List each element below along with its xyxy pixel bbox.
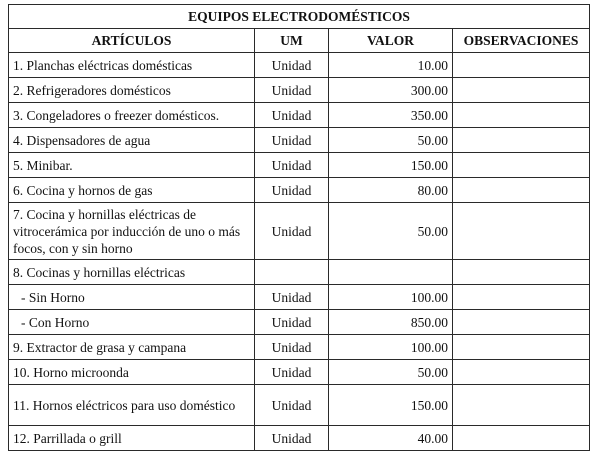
table-row xyxy=(9,285,590,310)
valor-cell: 150.00 xyxy=(329,153,453,178)
um-cell: Unidad xyxy=(255,178,329,203)
um-cell: Unidad xyxy=(255,426,329,451)
articulo-cell: 8. Cocinas y hornillas eléctricas xyxy=(9,260,255,285)
table-row xyxy=(9,335,590,360)
valor-cell: 150.00 xyxy=(329,385,453,426)
table-title: EQUIPOS ELECTRODOMÉSTICOS xyxy=(9,5,590,29)
valor-cell: 50.00 xyxy=(329,128,453,153)
articulo-cell: 7. Cocina y hornillas eléctricas de vitrocerámica por inducción de uno o más focos, con y sin horno xyxy=(9,203,255,260)
valor-cell: 80.00 xyxy=(329,178,453,203)
um-cell: Unidad xyxy=(255,153,329,178)
um-cell: Unidad xyxy=(255,385,329,426)
um-cell: Unidad xyxy=(255,53,329,78)
valor-cell: 40.00 xyxy=(329,426,453,451)
column-header-valor: VALOR xyxy=(329,29,453,53)
observaciones-cell xyxy=(453,285,590,310)
table-row xyxy=(9,103,590,128)
um-cell: Unidad xyxy=(255,360,329,385)
um-cell: Unidad xyxy=(255,78,329,103)
valor-cell: 100.00 xyxy=(329,285,453,310)
valor-cell: 50.00 xyxy=(329,360,453,385)
articulo-cell: 11. Hornos eléctricos para uso doméstico xyxy=(9,385,255,426)
column-header-articulos: ARTÍCULOS xyxy=(9,29,255,53)
table-row xyxy=(9,178,590,203)
valor-cell: 850.00 xyxy=(329,310,453,335)
articulo-cell: 9. Extractor de grasa y campana xyxy=(9,335,255,360)
table-row xyxy=(9,260,590,285)
um-cell: Unidad xyxy=(255,128,329,153)
table-row xyxy=(9,203,590,260)
valor-cell: 100.00 xyxy=(329,335,453,360)
valor-cell: 350.00 xyxy=(329,103,453,128)
valor-cell xyxy=(329,260,453,285)
observaciones-cell xyxy=(453,360,590,385)
articulo-cell: 6. Cocina y hornos de gas xyxy=(9,178,255,203)
observaciones-cell xyxy=(453,103,590,128)
table-row xyxy=(9,128,590,153)
observaciones-cell xyxy=(453,310,590,335)
column-header-um: UM xyxy=(255,29,329,53)
um-cell: Unidad xyxy=(255,335,329,360)
articulo-cell: 1. Planchas eléctricas domésticas xyxy=(9,53,255,78)
articulo-cell: - Sin Horno xyxy=(9,285,255,310)
table-row xyxy=(9,78,590,103)
header-row xyxy=(9,29,590,53)
observaciones-cell xyxy=(453,53,590,78)
um-cell: Unidad xyxy=(255,103,329,128)
um-cell: Unidad xyxy=(255,285,329,310)
column-header-observaciones: OBSERVACIONES xyxy=(453,29,590,53)
valor-cell: 300.00 xyxy=(329,78,453,103)
articulo-cell: 5. Minibar. xyxy=(9,153,255,178)
observaciones-cell xyxy=(453,203,590,260)
equipment-table-container xyxy=(8,4,590,451)
articulo-cell: 12. Parrillada o grill xyxy=(9,426,255,451)
table-row xyxy=(9,153,590,178)
title-row xyxy=(9,5,590,29)
observaciones-cell xyxy=(453,335,590,360)
equipment-table xyxy=(8,4,590,451)
articulo-cell: 3. Congeladores o freezer domésticos. xyxy=(9,103,255,128)
um-cell xyxy=(255,260,329,285)
articulo-cell: - Con Horno xyxy=(9,310,255,335)
observaciones-cell xyxy=(453,128,590,153)
um-cell: Unidad xyxy=(255,203,329,260)
articulo-cell: 4. Dispensadores de agua xyxy=(9,128,255,153)
table-row xyxy=(9,385,590,426)
observaciones-cell xyxy=(453,178,590,203)
observaciones-cell xyxy=(453,153,590,178)
observaciones-cell xyxy=(453,385,590,426)
observaciones-cell xyxy=(453,260,590,285)
table-row xyxy=(9,360,590,385)
table-row xyxy=(9,53,590,78)
articulo-cell: 2. Refrigeradores domésticos xyxy=(9,78,255,103)
table-row xyxy=(9,426,590,451)
valor-cell: 50.00 xyxy=(329,203,453,260)
valor-cell: 10.00 xyxy=(329,53,453,78)
observaciones-cell xyxy=(453,426,590,451)
table-row xyxy=(9,310,590,335)
um-cell: Unidad xyxy=(255,310,329,335)
observaciones-cell xyxy=(453,78,590,103)
articulo-cell: 10. Horno microonda xyxy=(9,360,255,385)
